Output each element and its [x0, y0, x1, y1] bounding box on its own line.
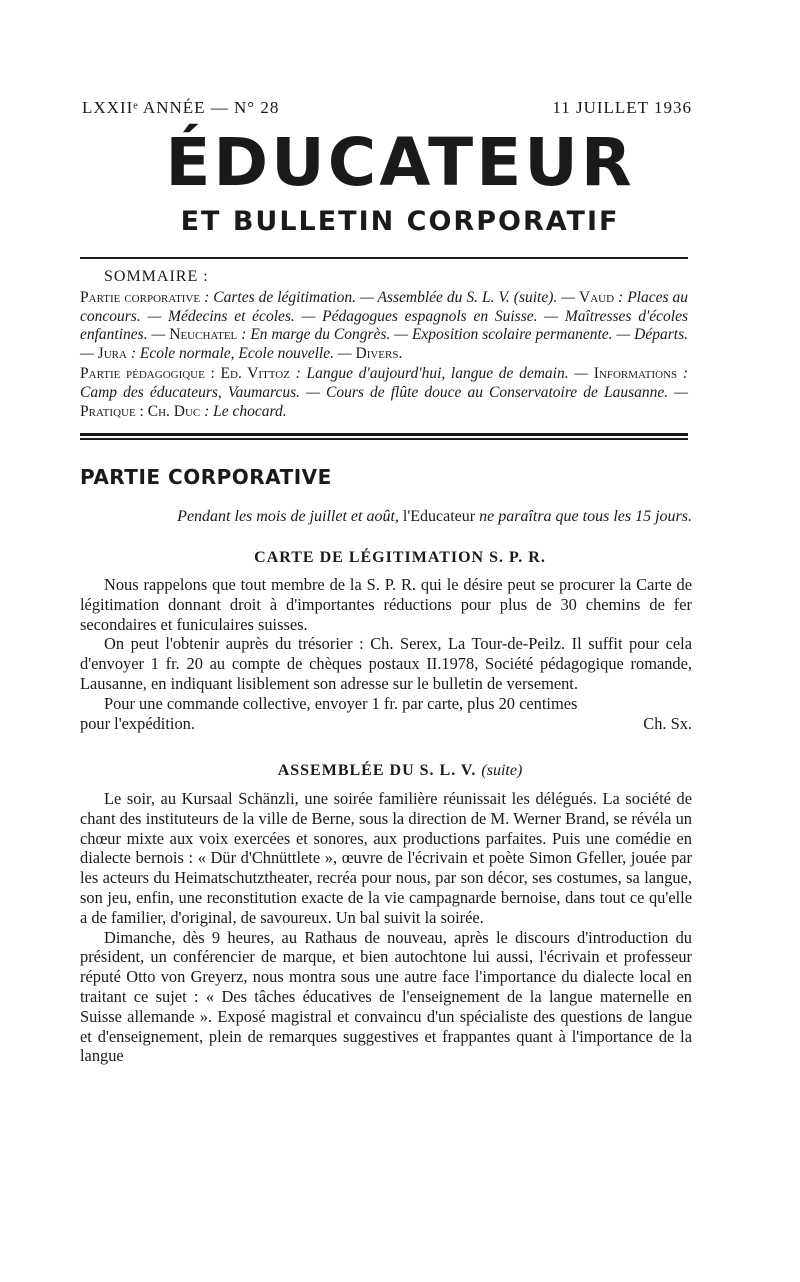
paragraph: Pour une commande collective, envoyer 1 fr. par carte, plus 20 centimes — [104, 693, 578, 713]
signature: Ch. Sx. — [643, 713, 692, 733]
paragraph-end: pour l'expédition. — [80, 713, 195, 733]
masthead-rule — [80, 257, 688, 259]
section-rule-thick — [80, 433, 688, 436]
table-of-contents — [80, 289, 688, 423]
article-body-assemblee — [80, 789, 692, 1066]
article-title-carte: CARTE DE LÉGITIMATION S. P. R. — [254, 549, 546, 566]
signature-row — [80, 714, 692, 734]
section-rule-thin — [80, 438, 688, 440]
toc-corporative: Partie corporative : Cartes de légitimation. — Assemblée du S. L. V. (suite). — Vaud : Places au concours. — Médecins et écoles. — Pédagogues espagnols en Suisse. — Maîtresses d'écoles enfantines. — Neuchatel : En marge du Congrès. — Exposition scolaire permanente. — Départs. — Jura : Ecole normale, Ecole nouvelle. — Divers. — [80, 289, 689, 362]
paragraph: On peut l'obtenir auprès du trésorier : Ch. Serex, La Tour-de-Peilz. Il suffit pour cela d'envoyer 1 fr. 20 au compte de chèques postaux II.1978, Société pédagogique romande, Lausanne, en indiquant lisiblement son adresse sur le bulletin de versement. — [80, 634, 692, 693]
journal-subtitle: ET BULLETIN CORPORATIF — [180, 206, 620, 237]
toc-label-pedagogique: Partie pédagogique — [80, 365, 205, 383]
toc-pedagogique: Partie pédagogique : Ed. Vittoz : Langue d'aujourd'hui, langue de demain. — Informations : Camp des éducateurs, Vaumarcus. — Cours de flûte douce au Conservatoire de Lausanne. — Pratique : Ch. Duc : Le chocard. — [80, 365, 688, 420]
sommaire-heading: SOMMAIRE : — [104, 268, 209, 285]
toc-label-corporative: Partie corporative — [80, 289, 201, 306]
section-title: PARTIE CORPORATIVE — [80, 465, 332, 489]
article-body-carte — [80, 575, 692, 733]
article-title-assemblee: ASSEMBLÉE DU S. L. V. (suite) — [277, 762, 523, 779]
paragraph: Nous rappelons que tout membre de la S. P. R. qui le désire peut se procurer la Carte de légitimation donnant droit à d'importantes réductions pour plus de 30 chemins de fer secondaires et funiculaires suisses. — [80, 575, 692, 634]
issue-date: 11 JUILLET 1936 — [552, 98, 692, 117]
issue-number: LXXIIᵉ ANNÉE — N° 28 — [82, 98, 280, 117]
journal-title: ÉDUCATEUR — [165, 124, 635, 201]
publication-notice: Pendant les mois de juillet et août, l'Educateur ne paraîtra que tous les 15 jours. — [177, 508, 692, 525]
paragraph: Le soir, au Kursaal Schänzli, une soirée familière réunissait les délégués. La société de chant des instituteurs de la ville de Berne, sous la direction de M. Werner Brand, se révéla un chœur mixte aux voix exercées et sonores, aux productions parfaites. Puis une comédie en dialecte bernois : « Dür d'Chnüttlete », œuvre de l'écrivain et poète Simon Gfeller, jouée par les acteurs du Heimatschutztheater, recréa pour nous, par son décor, ses costumes, sa langue, son jeu, enfin, une reconstitution exacte de la vie campagnarde bernoise, dans tout ce qu'elle a de familier, d'original, de savoureux. Un bal suivit la soirée. — [80, 789, 692, 927]
paragraph: Dimanche, dès 9 heures, au Rathaus de nouveau, après le discours d'introduction du président, un conférencier de marque, et bien autochtone lui aussi, l'écrivain et professeur réputé Otto von Greyerz, nous montra sous une autre face l'importance du dialecte local en traitant ce sujet : « Des tâches éducatives de l'enseignement de la langue maternelle en Suisse allemande ». Exposé magistral et convaincu d'un spécialiste des questions de langue et d'enseignement, plein de remarques suggestives et frappantes quant à l'importance de la langue — [80, 927, 692, 1066]
